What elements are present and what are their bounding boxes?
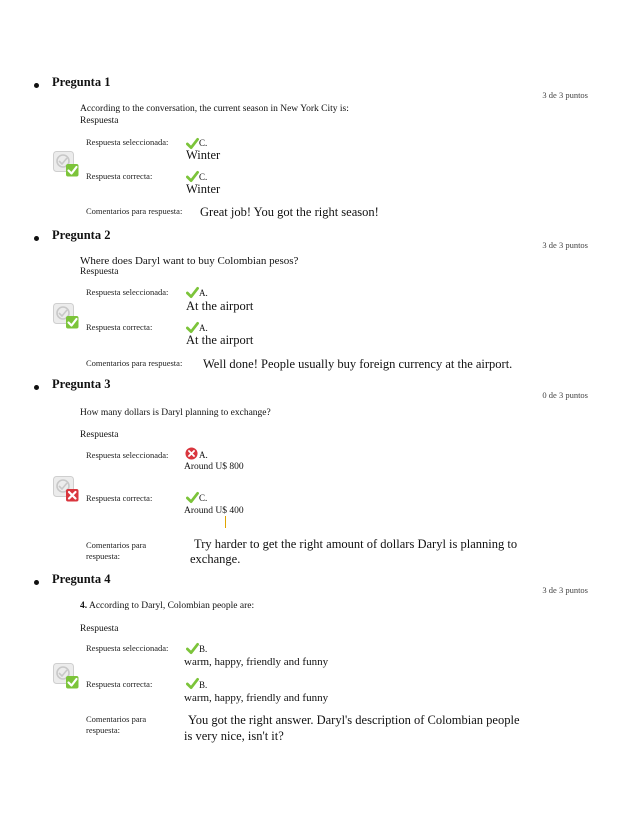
check-icon [186,642,199,655]
correct-answer-label: Respuesta correcta: [86,493,153,503]
question-prompt [80,601,254,611]
bullet [34,580,39,585]
question-points: 3 de 3 puntos [542,90,588,100]
correct-answer-letter: C. [199,172,208,182]
question-points: 0 de 3 puntos [542,390,588,400]
bullet [34,83,39,88]
selected-answer-label: Respuesta seleccionada: [86,137,169,147]
correct-answer-letter: A. [199,323,208,333]
selected-answer-label: Respuesta seleccionada: [86,450,169,460]
bullet [34,236,39,241]
selected-answer-label: Respuesta seleccionada: [86,287,169,297]
selected-answer-letter: A. [199,288,208,298]
response-label: Respuesta [80,624,119,634]
feedback-text-cont: is very nice, isn't it? [184,729,284,743]
feedback-text: You got the right answer. Daryl's description of Colombian people [188,713,520,727]
correct-grade-icon [53,303,79,329]
selected-answer-letter: B. [199,644,208,654]
selected-answer-text: warm, happy, friendly and funny [184,656,329,668]
question-prompt: Where does Daryl want to buy Colombian pesos? [80,255,299,267]
response-label: Respuesta [80,116,119,126]
feedback-label-cont: respuesta: [86,551,120,561]
feedback-label-cont: respuesta: [86,725,120,735]
question-prompt-text: According to Daryl, Colombian people are: [87,601,255,611]
correct-answer-label: Respuesta correcta: [86,679,153,689]
feedback-text: Try harder to get the right amount of dollars Daryl is planning to [194,537,518,551]
question-prompt: According to the conversation, the current season in New York City is: [80,104,349,114]
question-title: Pregunta 1 [52,75,111,89]
selected-answer-letter: C. [199,138,208,148]
selected-answer-text: Winter [186,148,221,162]
feedback-label: Comentarios para [86,540,147,550]
question-title: Pregunta 2 [52,228,111,242]
check-icon [186,286,199,299]
correct-answer-text: warm, happy, friendly and funny [184,692,329,704]
feedback-label: Comentarios para respuesta: [86,206,183,216]
question-title: Pregunta 4 [52,572,111,586]
correct-answer-text: Around U$ 400 [184,506,244,516]
correct-answer-letter: B. [199,680,208,690]
question-title: Pregunta 3 [52,377,111,391]
feedback-label: Comentarios para [86,714,147,724]
correct-answer-label: Respuesta correcta: [86,322,153,332]
question-prompt: How many dollars is Daryl planning to exchange? [80,408,271,418]
selected-answer-text: At the airport [186,299,254,313]
correct-answer-text: Winter [186,182,221,196]
feedback-label: Comentarios para respuesta: [86,358,183,368]
correct-answer-text: At the airport [186,333,254,347]
question-points: 3 de 3 puntos [542,585,588,595]
selected-answer-label: Respuesta seleccionada: [86,643,169,653]
check-icon [186,491,199,504]
text-cursor [225,516,226,528]
response-label: Respuesta [80,267,119,277]
question-points: 3 de 3 puntos [542,240,588,250]
selected-answer-letter: A. [199,450,208,460]
check-icon [186,677,199,690]
correct-answer-label: Respuesta correcta: [86,171,153,181]
selected-answer-text: Around U$ 800 [184,462,244,472]
correct-grade-icon [53,151,79,177]
feedback-text: Great job! You got the right season! [200,205,379,219]
question-number: 4. [80,601,88,611]
correct-answer-letter: C. [199,493,208,503]
incorrect-grade-icon [53,476,79,502]
feedback-text: Well done! People usually buy foreign currency at the airport. [203,357,513,371]
bullet [34,385,39,390]
feedback-text-cont: exchange. [190,552,241,566]
response-label: Respuesta [80,430,119,440]
correct-grade-icon [53,663,79,689]
incorrect-x-icon [185,447,198,460]
